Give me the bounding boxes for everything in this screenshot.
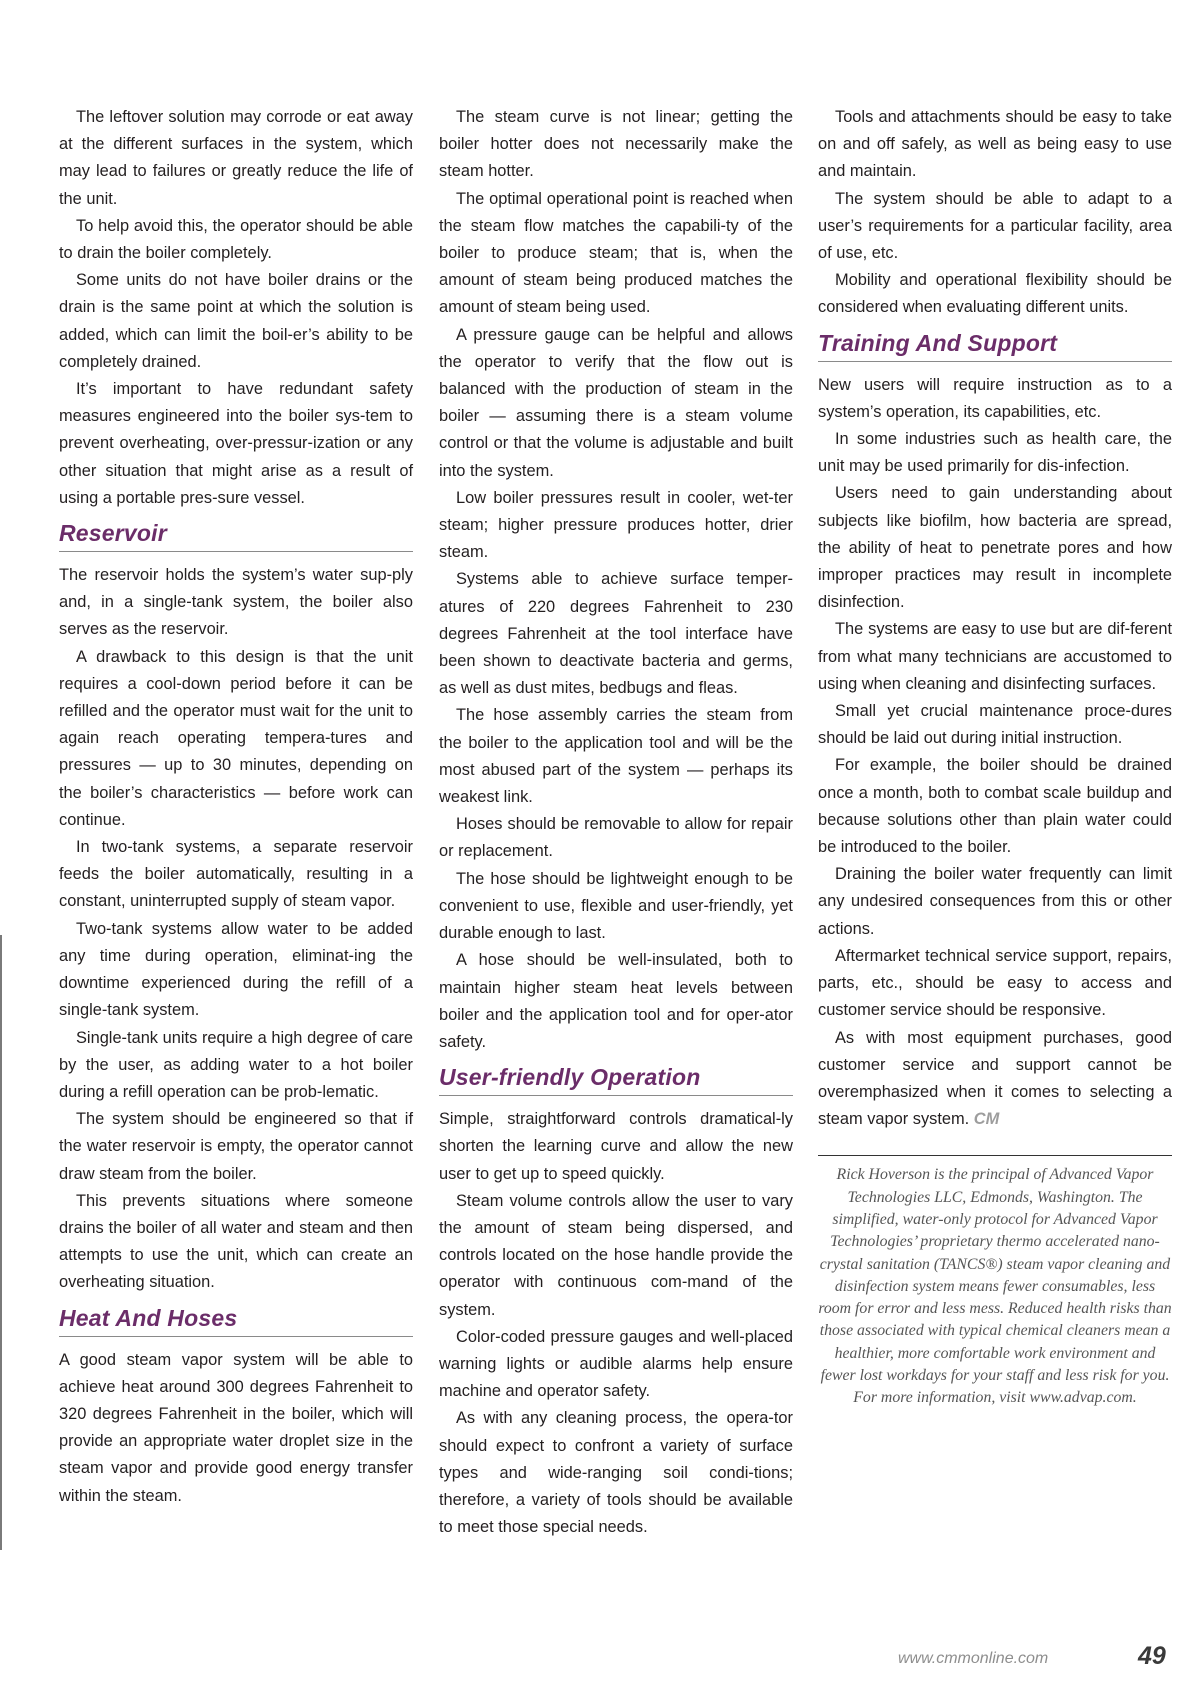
paragraph: The leftover solution may corrode or eat away at the different surfaces in the system, which may lead to failures or greatly reduce the life of the unit.: [59, 108, 413, 208]
paragraph: In some industries such as health care, the unit may be used primarily for dis-infection.: [818, 430, 1172, 476]
paragraph: Simple, straightforward controls dramatical-ly shorten the learning curve and allow the new user to get up to speed quickly.: [439, 1110, 793, 1183]
column-3: [818, 104, 1172, 1410]
column-1: [59, 104, 413, 1510]
paragraph: Low boiler pressures result in cooler, wet-ter steam; higher pressure produces hotter, drier steam.: [439, 488, 793, 562]
paragraph: Small yet crucial maintenance proce-dures should be laid out during initial instruction.: [818, 702, 1172, 748]
paragraph: Draining the boiler water frequently can limit any undesired consequences from this or other actions.: [818, 865, 1172, 938]
section-heading-training-and-support: Training And Support: [818, 328, 1172, 362]
paragraph: Hoses should be removable to allow for repair or replacement.: [439, 815, 793, 861]
page-number: 49: [1138, 1642, 1166, 1670]
paragraph: As with any cleaning process, the opera-tor should expect to confront a variety of surface types and wide-ranging soil condi-tions; therefore, a variety of tools should be available to meet those special needs.: [439, 1409, 793, 1537]
paragraph: The hose should be lightweight enough to be convenient to use, flexible and user-friendly, yet durable enough to last.: [439, 869, 793, 943]
paragraph: A hose should be well-insulated, both to maintain higher steam heat levels between boiler and the application tool and for oper-ator safety.: [439, 951, 793, 1051]
paragraph: To help avoid this, the operator should be able to drain the boiler completely.: [59, 216, 413, 263]
section-heading-user-friendly-operation: User-friendly Operation: [439, 1062, 793, 1096]
paragraph: For example, the boiler should be drained once a month, both to combat scale buildup and because solutions other than plain water could be introduced to the boiler.: [818, 756, 1172, 857]
paragraph: The systems are easy to use but are dif-ferent from what many technicians are accustomed to using when cleaning and disinfecting surfaces.: [818, 620, 1172, 693]
paragraph: Two-tank systems allow water to be added any time during operation, eliminat-ing the downtime experienced during the refill of a single-tank system.: [59, 919, 413, 1020]
paragraph: It’s important to have redundant safety measures engineered into the boiler sys-tem to prevent overheating, over-pressur-ization or any other situation that might arise as a result of using a portable pres-sure vessel.: [59, 380, 413, 507]
paragraph: Single-tank units require a high degree of care by the user, as adding water to a hot boiler during a refill operation can be prob-lematic.: [59, 1028, 413, 1101]
cm-signoff: CM: [973, 1110, 1000, 1129]
paragraph: In two-tank systems, a separate reservoir feeds the boiler automatically, resulting in a constant, uninterrupted supply of steam vapor.: [59, 838, 413, 911]
paragraph: The hose assembly carries the steam from the boiler to the application tool and will be the most abused part of the system — perhaps its weakest link.: [439, 706, 793, 807]
paragraph: The optimal operational point is reached when the steam flow matches the capabili-ty of the boiler to produce steam; that is, when the amount of steam being produced matches the amount of steam being used.: [439, 189, 793, 317]
section-heading-heat-and-hoses: Heat And Hoses: [59, 1303, 413, 1337]
paragraph: Some units do not have boiler drains or the drain is the same point at which the solution is added, which can limit the boil-er’s ability to be completely drained.: [59, 271, 413, 371]
author-bio-text: Rick Hoverson is the principal of Advanced Vapor Technologies LLC, Edmonds, Washington. The simplified, water-only protocol for Advanced Vapor Technologies’ proprietary thermo accelerated nano-crystal sanitation (TANCS®) steam vapor cleaning and disinfection system means fewer consumables, less room for error and less mess. Reduced health risks than those associated with typical chemical cleaners mean a healthier, more comfortable work environment and fewer lost workdays for your staff and less risk for you. For more information, visit www.advap.com.: [818, 1166, 1172, 1407]
paragraph: The reservoir holds the system’s water sup-ply and, in a single-tank system, the boiler also serves as the reservoir.: [59, 566, 413, 639]
paragraph: The system should be engineered so that if the water reservoir is empty, the operator cannot draw steam from the boiler.: [59, 1110, 413, 1183]
paragraph: Steam volume controls allow the user to vary the amount of steam being dispersed, and controls located on the hose handle provide the operator with continuous com-mand of the system.: [439, 1191, 793, 1319]
paragraph: Tools and attachments should be easy to take on and off safely, as well as being easy to use and maintain.: [818, 108, 1172, 181]
paragraph: Mobility and operational flexibility should be considered when evaluating different units.: [818, 271, 1172, 317]
paragraph: The system should be able to adapt to a user’s requirements for a particular facility, area of use, etc.: [818, 189, 1172, 263]
paragraph: The steam curve is not linear; getting the boiler hotter does not necessarily make the steam hotter.: [439, 108, 793, 181]
paragraph: A pressure gauge can be helpful and allows the operator to verify that the flow out is balanced with the production of steam in the boiler — assuming there is a steam volume control or that the volume is adjustable and built into the system.: [439, 325, 793, 480]
paragraph-text: As with most equipment purchases, good customer service and support cannot be overemphasized when it comes to selecting a steam vapor system.: [818, 1028, 1172, 1129]
paragraph: Aftermarket technical service support, repairs, parts, etc., should be easy to access and customer service should be responsive.: [818, 946, 1172, 1020]
paragraph: Systems able to achieve surface temper-atures of 220 degrees Fahrenheit to 230 degrees Fahrenheit at the tool interface have been shown to deactivate bacteria and germs, as well as dust mites, bedbugs and fleas.: [439, 570, 793, 698]
paragraph: New users will require instruction as to a system’s operation, its capabilities, etc.: [818, 375, 1172, 421]
author-bio: [818, 1155, 1172, 1409]
section-heading-reservoir: Reservoir: [59, 518, 413, 552]
footer-url: www.cmmonline.com: [898, 1650, 1049, 1667]
paragraph: A drawback to this design is that the unit requires a cool-down period before it can be refilled and the operator must wait for the unit to again reach operating tempera-tures and pressures — up to 30 minutes, depending on the boiler’s characteristics — before work can continue.: [59, 647, 413, 829]
paragraph: Color-coded pressure gauges and well-placed warning lights or audible alarms help ensure machine and operator safety.: [439, 1327, 793, 1401]
paragraph: A good steam vapor system will be able to achieve heat around 300 degrees Fahrenheit to 320 degrees Fahrenheit in the boiler, which will provide an appropriate water droplet size in the steam vapor and provide good energy transfer within the steam.: [59, 1350, 413, 1505]
page-edge-line: [0, 935, 2, 1550]
paragraph: [818, 1025, 1172, 1134]
paragraph: This prevents situations where someone drains the boiler of all water and steam and then attempts to use the unit, which can create an overheating situation.: [59, 1191, 413, 1292]
paragraph: Users need to gain understanding about subjects like biofilm, how bacteria are spread, the ability of heat to penetrate pores and how improper practices may result in incomplete disinfection.: [818, 484, 1172, 612]
column-2: [439, 104, 793, 1541]
